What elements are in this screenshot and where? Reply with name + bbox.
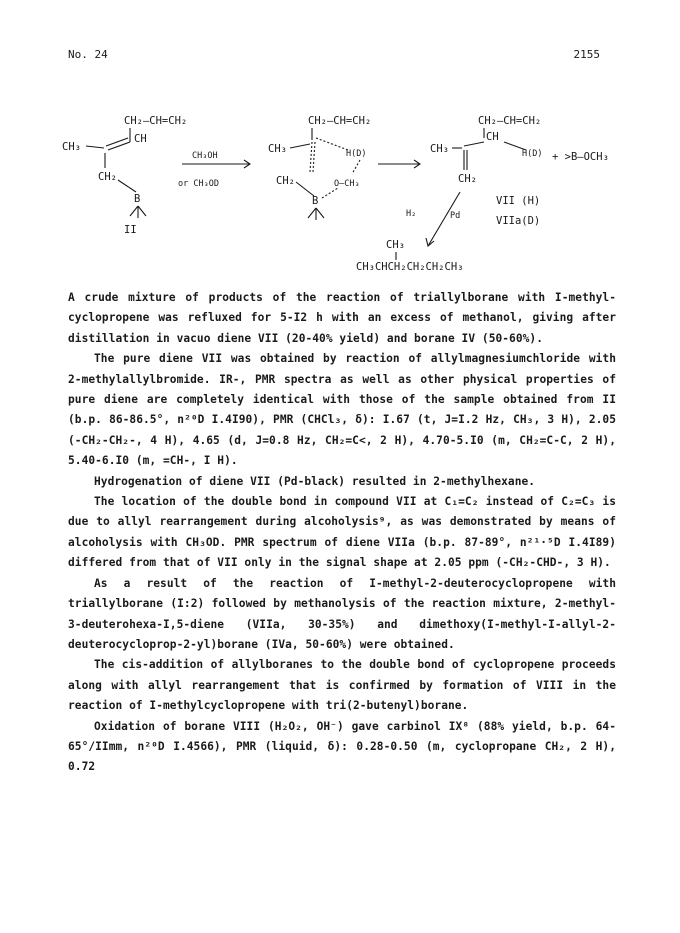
vii-allyl: CH₂–CH=CH₂ <box>478 115 542 127</box>
ii-ch2: CH₂ <box>98 171 117 183</box>
ii-label: II <box>124 224 137 236</box>
label-viia: VIIa(D) <box>496 215 541 227</box>
ii-boron: B <box>134 193 141 205</box>
methylhexane-structure <box>356 239 463 273</box>
ii-methyl: CH₃ <box>62 141 81 153</box>
page-number: 2155 <box>573 48 600 61</box>
vii-h: H(D) <box>522 149 543 159</box>
compound-ii-structure <box>62 115 187 236</box>
int-ch2: CH₂ <box>276 175 295 187</box>
reagent-pd: Pd <box>450 211 461 221</box>
paragraph-3: Hydrogenation of diene VII (Pd-black) resulted in 2-methylhexane. <box>94 474 536 488</box>
product-vii-structure <box>430 115 542 227</box>
arrow-methanolysis <box>178 151 250 189</box>
paragraph-1: A crude mixture of products of the reaction of triallylborane with I-methyl-cyclopropene was refluxed for 5-I2 h with an excess of methanol, giving after distillation in vacuo diene VII (20-40% yield) and borane IV (50-60%). <box>68 291 616 345</box>
article-body <box>68 288 616 778</box>
intermediate-structure <box>268 115 371 220</box>
reagent-ch3oh: CH₃OH <box>192 151 218 161</box>
int-och3: O–CH₃ <box>334 179 360 189</box>
label-vii: VII (H) <box>496 195 541 207</box>
int-boron: B <box>312 195 319 207</box>
paragraph-7: Oxidation of borane VIII (H₂O₂, OH⁻) gave carbinol IX⁸ (88% yield, b.p. 64-65°/IImm, n²⁰D I.4566), PMR (liquid, δ): 0.28-0.50 (m, cyclopropane CH₂, 2 H), 0.72 <box>68 719 616 774</box>
hexane-methyl: CH₃ <box>386 239 405 251</box>
int-allyl: CH₂–CH=CH₂ <box>308 115 372 127</box>
ii-ch: CH <box>134 133 147 145</box>
ii-allyl: CH₂–CH=CH₂ <box>124 115 188 127</box>
arrow-hydrogenation <box>406 192 460 246</box>
int-h: H(D) <box>346 149 367 159</box>
int-methyl: CH₃ <box>268 143 287 155</box>
vii-ch2: CH₂ <box>458 173 477 185</box>
reagent-ch3od: or CH₃OD <box>178 179 219 189</box>
vii-methyl: CH₃ <box>430 143 449 155</box>
reagent-h2: H₂ <box>406 209 417 219</box>
byproduct-borate: + >B–OCH₃ <box>552 151 609 163</box>
reaction-scheme <box>60 98 620 288</box>
paragraph-6: The cis-addition of allylboranes to the double bond of cyclopropene proceeds along with allyl rearrangement that is confirmed by formation of VIII in the reaction of I-methylcyclopropene with tri(2-butenyl)borane. <box>68 658 616 713</box>
paragraph-2: The pure diene VII was obtained by reaction of allylmagnesiumchloride with 2-methylallylbromide. IR-, PMR spectra as well as other physical properties of pure diene are completely identical with those of the sample obtained from II (b.p. 86-86.5°, n²⁰D I.4I90), PMR (CHCl₃, δ): I.67 (t, J=I.2 Hz, CH₃, 3 H), 2.05 (-CH₂-CH₂-, 4 H), 4.65 (d, J=0.8 Hz, CH₂=C<, 2 H), 4.70-5.I0 (m, CH₂=C-C, 2 H), 5.40-6.I0 (m, =CH-, I H). <box>68 352 616 468</box>
journal-number: No. 24 <box>68 48 108 61</box>
hexane-chain: CH₃CHCH₂CH₂CH₂CH₃ <box>356 261 464 273</box>
paragraph-5: As a result of the reaction of I-methyl-2-deuterocyclopropene with triallylborane (I:2) followed by methanolysis of the reaction mixture, 2-methyl-3-deuterohexa-I,5-diene (VIIa, 30-35%) and dimethoxy(I-methyl-I-allyl-2-deuterocycloprop-2-yl)borane (IVa, 50-60%) were obtained. <box>68 576 616 651</box>
paragraph-4: The location of the double bond in compound VII at C₁=C₂ instead of C₂=C₃ is due to allyl rearrangement during alcoholysis⁹, as was demonstrated by means of alcoholysis with CH₃OD. PMR spectrum of diene VIIa (b.p. 87-89°, n²¹·⁵D I.4I89) differed from that of VII only in the signal shape at 2.05 ppm (-CH₂-CHD-, 3 H). <box>68 495 616 570</box>
vii-ch: CH <box>486 131 499 143</box>
